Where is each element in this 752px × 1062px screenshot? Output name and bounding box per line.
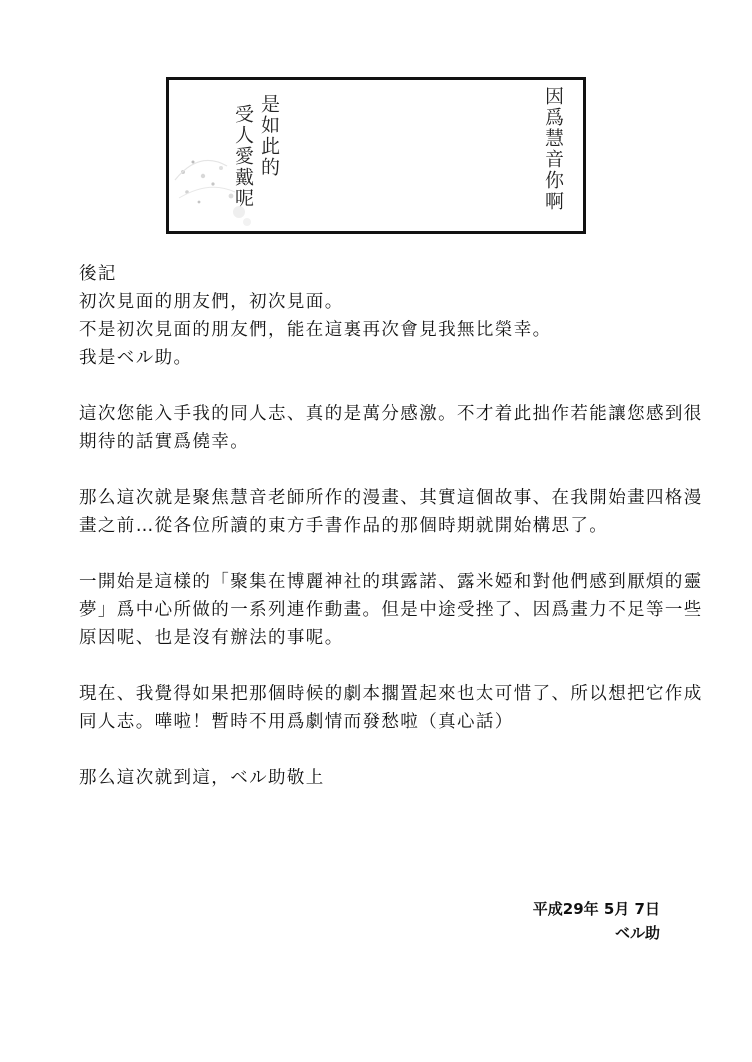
signature-date: 平成29年 5月 7日 (532, 900, 660, 918)
speech-column-right: 因爲慧音你啊 (542, 86, 564, 212)
afterword-title: 後記 (79, 264, 117, 284)
closing-line: 那么這次就到這，ベル助敬上 (79, 768, 325, 788)
paragraph-now: 現在、我覺得如果把那個時候的劇本擱置起來也太可惜了、所以想把它作成同人志。嘩啦！暫時不用爲劇情而發愁啦（真心話） (79, 684, 703, 732)
signature-block (533, 897, 660, 945)
comic-panel (166, 77, 586, 234)
speech-column-left-2: 受人愛戴呢 (232, 104, 254, 209)
greeting-line-3: 我是ベル助。 (79, 348, 193, 368)
greeting-line-2: 不是初次見面的朋友們，能在這裏再次會見我無比榮幸。 (79, 320, 552, 340)
afterword-body (79, 260, 719, 792)
paragraph-history: 一開始是這樣的「聚集在博麗神社的琪露諾、露米婭和對他們感到厭煩的靈夢」爲中心所做的一系列連作動畫。但是中途受挫了、因爲畫力不足等一些原因呢、也是沒有辦法的事呢。 (79, 572, 703, 648)
speech-column-left-1: 是如此的 (258, 94, 280, 178)
paragraph-thanks: 這次您能入手我的同人志、真的是萬分感激。不才着此拙作若能讓您感到很期待的話實爲僥幸。 (79, 404, 703, 452)
signature-name: ベル助 (614, 924, 660, 942)
greeting-line-1: 初次見面的朋友們，初次見面。 (79, 292, 344, 312)
paragraph-origin: 那么這次就是聚焦慧音老師所作的漫畫、其實這個故事、在我開始畫四格漫畫之前…從各位所讀的東方手書作品的那個時期就開始構思了。 (79, 488, 703, 536)
